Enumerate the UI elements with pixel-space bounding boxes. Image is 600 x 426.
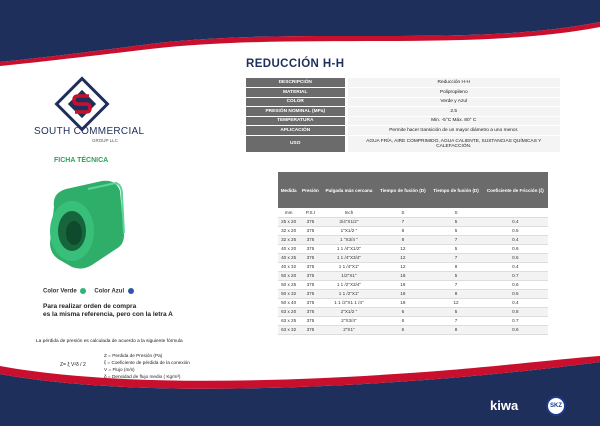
color-verde: Color Verde bbox=[43, 288, 86, 295]
pressure-formula: Z= ξ V²δ / 2 bbox=[60, 362, 86, 368]
skz-logo: SKZ bbox=[546, 396, 566, 416]
product-image bbox=[32, 173, 132, 279]
spec-row: COLOR Verde y Azul bbox=[246, 97, 560, 107]
dimensions-row: 63 x 32 375 2"X1" 6 8 0.6 bbox=[278, 325, 548, 334]
dimensions-row: 40 x 32 375 1 1 /4"X1" 12 8 0.4 bbox=[278, 262, 548, 271]
dimensions-header: Medida Presión Pulgada más cercana Tiempo de fusión (D) Tiempo de fusión (D) Coeficiente de Fricción (ξ) bbox=[278, 172, 548, 208]
dimensions-row: 40 x 20 375 1 1 /4"X1/2" 12 5 0.6 bbox=[278, 244, 548, 253]
dimensions-table bbox=[278, 172, 548, 335]
dimensions-row: mm P.S.I Inch S S bbox=[278, 208, 548, 217]
dimensions-row: 50 x 32 375 1 1 /2"X1" 18 8 0.5 bbox=[278, 289, 548, 298]
dimensions-row: 32 x 20 375 1"X1/2 " 8 5 0.5 bbox=[278, 226, 548, 235]
ficha-tecnica-label: FICHA TÉCNICA bbox=[54, 157, 109, 164]
dimensions-row: 40 x 25 375 1 1 /4"X3/4" 12 7 0.5 bbox=[278, 253, 548, 262]
pressure-loss-note: La pérdida de presión es calculada de acuerdo a la siguiente fórmula bbox=[36, 339, 183, 344]
spec-row: MATERIAL Polipropileno bbox=[246, 88, 560, 98]
footer-wave bbox=[0, 356, 600, 426]
blue-dot-icon bbox=[128, 288, 134, 294]
company-logo bbox=[54, 76, 110, 132]
dimensions-row: 32 x 25 375 1 "X3/4 " 8 7 0.4 bbox=[278, 235, 548, 244]
spec-row: APLICACIÓN Permite hacer transición de un mayor diámetro a uno menor. bbox=[246, 126, 560, 136]
company-subtitle: GROUP LLC bbox=[92, 138, 118, 143]
spec-row: DESCRIPCIÓN Reducción H-H bbox=[246, 78, 560, 88]
formula-legend: Z = Perdida de Presión (Pa) ξ = Coeficiente de pérdida de la conexión V = Flujo (m/s) δ = Densidad de flujo medio ( Kg/m³) bbox=[104, 353, 190, 379]
dimensions-row: 50 x 40 375 1 1 /2"X1 1 /4" 18 12 0.4 bbox=[278, 298, 548, 307]
order-note: Para realizar orden de compra es la misma referencia, pero con la letra A bbox=[43, 303, 173, 318]
color-options bbox=[43, 288, 134, 295]
dimensions-body bbox=[278, 208, 548, 334]
green-dot-icon bbox=[80, 288, 86, 294]
kiwa-logo: kiwa bbox=[490, 398, 519, 413]
spec-row: PRESIÓN NOMINAL (MPa) 2.5 bbox=[246, 107, 560, 117]
spec-row: USO AGUA FRÍA, AIRE COMPRIMIDO, AGUA CALIENTE, SUSTANCIAS QUÍMICAS Y CALEFACCIÓN. bbox=[246, 135, 560, 152]
page-title: REDUCCIÓN H-H bbox=[246, 58, 345, 70]
company-name: SOUTH COMMERCIAL bbox=[34, 126, 145, 137]
dimensions-row: 63 x 20 375 2"X1/2 " 6 5 0.8 bbox=[278, 307, 548, 316]
dimensions-row: 63 x 25 375 2"X3/4" 6 7 0.7 bbox=[278, 316, 548, 325]
spec-table bbox=[246, 78, 560, 153]
dimensions-row: 50 x 20 375 1/2"X1" 18 5 0.7 bbox=[278, 271, 548, 280]
spec-row: TEMPERATURA Min. -5°C Máx. 80° C bbox=[246, 116, 560, 126]
dimensions-row: 50 x 25 375 1 1 /2"X3/4" 18 7 0.6 bbox=[278, 280, 548, 289]
color-azul: Color Azul bbox=[94, 288, 133, 295]
dimensions-row: 25 x 20 375 3/4"X1/2" 7 5 0.4 bbox=[278, 217, 548, 226]
